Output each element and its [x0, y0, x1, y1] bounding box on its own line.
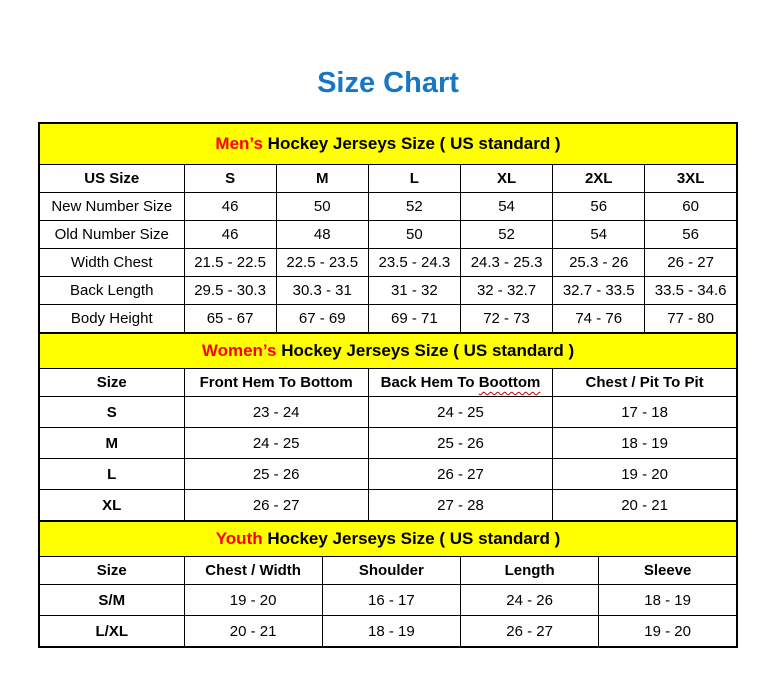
size-cell: 52 [368, 193, 460, 221]
mens-band-title: Men’s Hockey Jerseys Size ( US standard ) [39, 123, 737, 165]
womens-size-table [38, 332, 738, 522]
size-cell: 29.5 - 30.3 [184, 277, 276, 305]
youth-size-table [38, 520, 738, 648]
size-cell: 72 - 73 [460, 305, 552, 334]
size-cell: 65 - 67 [184, 305, 276, 334]
column-header: Back Hem To Boottom [368, 369, 552, 397]
size-cell: M [39, 428, 184, 459]
column-header: Chest / Pit To Pit [553, 369, 737, 397]
youth-header-row [39, 557, 737, 585]
size-cell: 26 - 27 [184, 490, 368, 522]
womens-row-xl [39, 490, 737, 522]
size-cell: XL [39, 490, 184, 522]
size-cell: L/XL [39, 616, 184, 648]
mens-row-body-height [39, 305, 737, 334]
size-cell: 21.5 - 22.5 [184, 249, 276, 277]
size-cell: 25 - 26 [184, 459, 368, 490]
size-cell: 23 - 24 [184, 397, 368, 428]
womens-band-highlight: Women’s [201, 341, 277, 360]
size-cell: S/M [39, 585, 184, 616]
size-cell: 56 [553, 193, 645, 221]
size-cell: 54 [553, 221, 645, 249]
size-cell: 19 - 20 [599, 616, 737, 648]
column-header: Front Hem To Bottom [184, 369, 368, 397]
size-cell: 77 - 80 [645, 305, 737, 334]
youth-band-title: Youth Hockey Jerseys Size ( US standard ) [39, 521, 737, 557]
size-cell: 50 [276, 193, 368, 221]
youth-band-highlight: Youth [215, 529, 263, 548]
size-cell: New Number Size [39, 193, 184, 221]
size-cell: 74 - 76 [553, 305, 645, 334]
size-cell: 27 - 28 [368, 490, 552, 522]
column-header: L [368, 165, 460, 193]
size-cell: 54 [460, 193, 552, 221]
size-cell: Width Chest [39, 249, 184, 277]
size-tables [38, 122, 738, 648]
size-cell: 32.7 - 33.5 [553, 277, 645, 305]
size-cell: 18 - 19 [553, 428, 737, 459]
size-cell: 18 - 19 [322, 616, 460, 648]
column-header: XL [460, 165, 552, 193]
column-header: Size [39, 557, 184, 585]
size-cell: 20 - 21 [553, 490, 737, 522]
size-cell: 23.5 - 24.3 [368, 249, 460, 277]
size-cell: 69 - 71 [368, 305, 460, 334]
size-cell: 24 - 25 [184, 428, 368, 459]
mens-row-new-number-size [39, 193, 737, 221]
size-cell: 19 - 20 [553, 459, 737, 490]
size-cell: 24 - 25 [368, 397, 552, 428]
size-cell: 67 - 69 [276, 305, 368, 334]
size-cell: 20 - 21 [184, 616, 322, 648]
size-cell: 16 - 17 [322, 585, 460, 616]
mens-header-row [39, 165, 737, 193]
page-title: Size Chart [317, 67, 459, 99]
size-cell: 19 - 20 [184, 585, 322, 616]
size-cell: 26 - 27 [461, 616, 599, 648]
size-cell: 60 [645, 193, 737, 221]
size-cell: 56 [645, 221, 737, 249]
size-cell: 22.5 - 23.5 [276, 249, 368, 277]
size-cell: 50 [368, 221, 460, 249]
column-header: 2XL [553, 165, 645, 193]
misspelled-word: Boottom [478, 374, 541, 391]
size-cell: 18 - 19 [599, 585, 737, 616]
womens-band-title: Women’s Hockey Jerseys Size ( US standard ) [39, 333, 737, 369]
size-cell: L [39, 459, 184, 490]
size-cell: Back Length [39, 277, 184, 305]
size-cell: 24.3 - 25.3 [460, 249, 552, 277]
youth-row-l-xl [39, 616, 737, 648]
size-cell: 24 - 26 [461, 585, 599, 616]
size-cell: 17 - 18 [553, 397, 737, 428]
size-cell: 26 - 27 [645, 249, 737, 277]
mens-row-old-number-size [39, 221, 737, 249]
size-cell: 26 - 27 [368, 459, 552, 490]
size-cell: 32 - 32.7 [460, 277, 552, 305]
size-cell: Body Height [39, 305, 184, 334]
womens-row-m [39, 428, 737, 459]
womens-header-row [39, 369, 737, 397]
column-header: Shoulder [322, 557, 460, 585]
size-cell: 46 [184, 193, 276, 221]
column-header: 3XL [645, 165, 737, 193]
size-cell: Old Number Size [39, 221, 184, 249]
mens-row-width-chest [39, 249, 737, 277]
size-cell: 25.3 - 26 [553, 249, 645, 277]
womens-row-l [39, 459, 737, 490]
column-header: Sleeve [599, 557, 737, 585]
column-header: S [184, 165, 276, 193]
size-cell: 25 - 26 [368, 428, 552, 459]
size-cell: 33.5 - 34.6 [645, 277, 737, 305]
size-cell: 48 [276, 221, 368, 249]
column-header: Size [39, 369, 184, 397]
column-header: Length [461, 557, 599, 585]
mens-band-highlight: Men’s [215, 134, 263, 153]
mens-row-back-length [39, 277, 737, 305]
column-header: M [276, 165, 368, 193]
youth-row-s-m [39, 585, 737, 616]
column-header: US Size [39, 165, 184, 193]
size-cell: 46 [184, 221, 276, 249]
column-header: Chest / Width [184, 557, 322, 585]
size-cell: S [39, 397, 184, 428]
size-cell: 31 - 32 [368, 277, 460, 305]
mens-size-table [38, 122, 738, 334]
size-cell: 52 [460, 221, 552, 249]
womens-row-s [39, 397, 737, 428]
size-cell: 30.3 - 31 [276, 277, 368, 305]
